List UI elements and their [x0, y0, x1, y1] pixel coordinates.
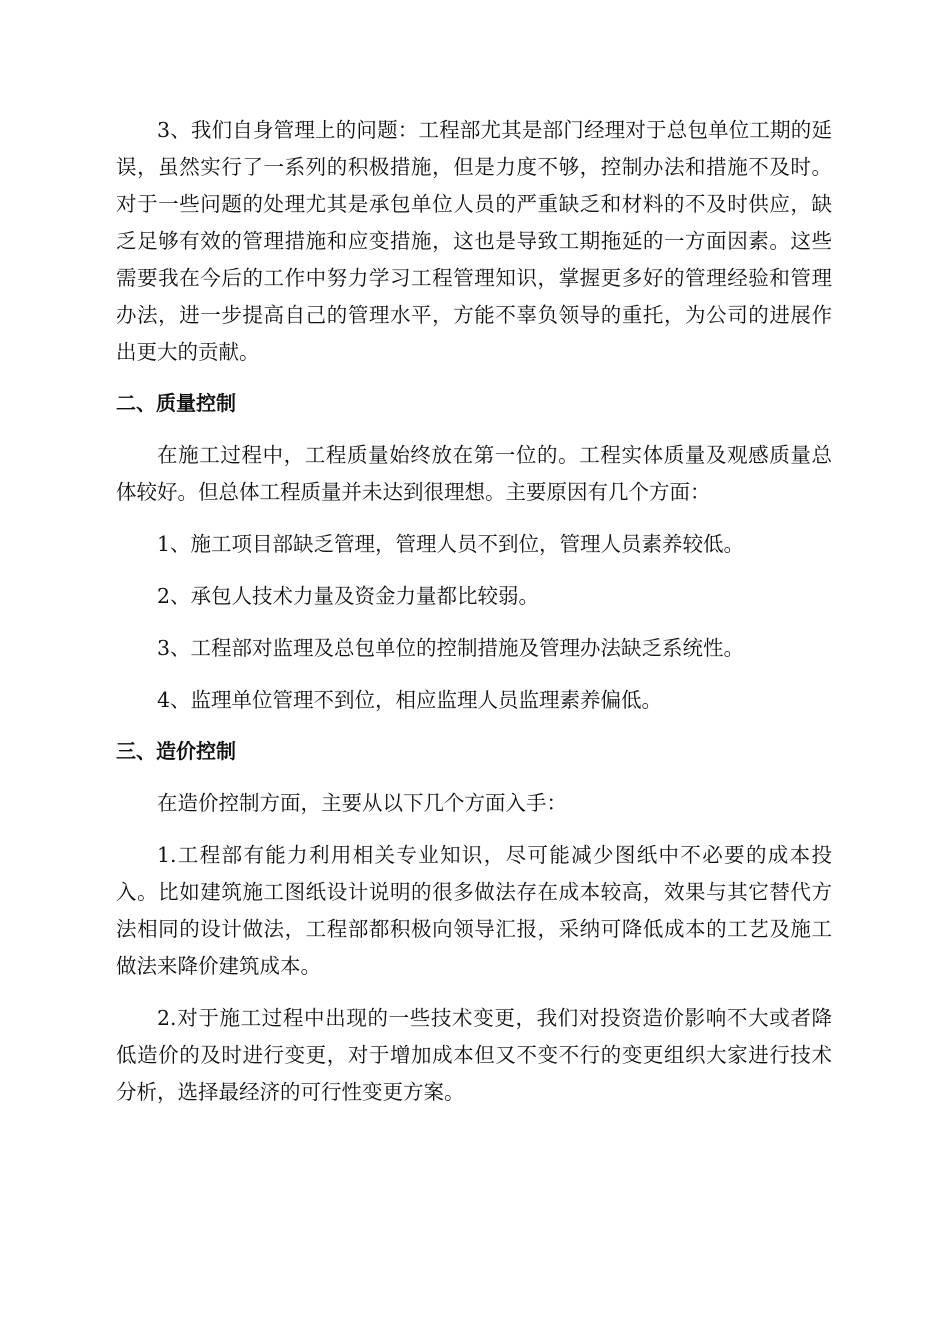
paragraph-quality-item-3: 3、工程部对监理及总包单位的控制措施及管理办法缺乏系统性。 [157, 636, 745, 660]
paragraph-cost-item-2: 2.对于施工过程中出现的一些技术变更，我们对投资造价影响不大或者降低造价的及时进行变更，对于增加成本但又不变不行的变更组织大家进行技术分析，选择最经济的可行性变更方案。 [116, 1006, 832, 1104]
heading-quality-control: 二、质量控制 [116, 391, 236, 415]
paragraph-management-issues: 3、我们自身管理上的问题：工程部尤其是部门经理对于总包单位工期的延误，虽然实行了一系列的积极措施，但是力度不够，控制办法和措施不及时。对于一些问题的处理尤其是承包单位人员的严重缺乏和材料的不及时供应，缺乏足够有效的管理措施和应变措施，这也是导致工期拖延的一方面因素。这些需要我在今后的工作中努力学习工程管理知识，掌握更多好的管理经验和管理办法，进一步提高自己的管理水平，方能不辜负领导的重托，为公司的进展作出更大的贡献。 [116, 118, 832, 364]
paragraph-quality-item-1: 1、施工项目部缺乏管理，管理人员不到位，管理人员素养较低。 [157, 532, 745, 556]
paragraph-cost-item-1: 1.工程部有能力利用相关专业知识，尽可能减少图纸中不必要的成本投入。比如建筑施工图纸设计说明的很多做法存在成本较高，效果与其它替代方法相同的设计做法，工程部都积极向领导汇报，采纳可降低成本的工艺及施工做法来降价建筑成本。 [116, 843, 832, 978]
paragraph-quality-item-2: 2、承包人技术力量及资金力量都比较弱。 [157, 584, 540, 608]
paragraph-cost-intro: 在造价控制方面，主要从以下几个方面入手： [157, 791, 567, 815]
heading-cost-control: 三、造价控制 [116, 739, 236, 763]
paragraph-quality-intro: 在施工过程中，工程质量始终放在第一位的。工程实体质量及观感质量总体较好。但总体工程质量并未达到很理想。主要原因有几个方面： [116, 443, 832, 504]
document-page [116, 112, 832, 1111]
paragraph-quality-item-4: 4、监理单位管理不到位，相应监理人员监理素养偏低。 [157, 688, 663, 712]
